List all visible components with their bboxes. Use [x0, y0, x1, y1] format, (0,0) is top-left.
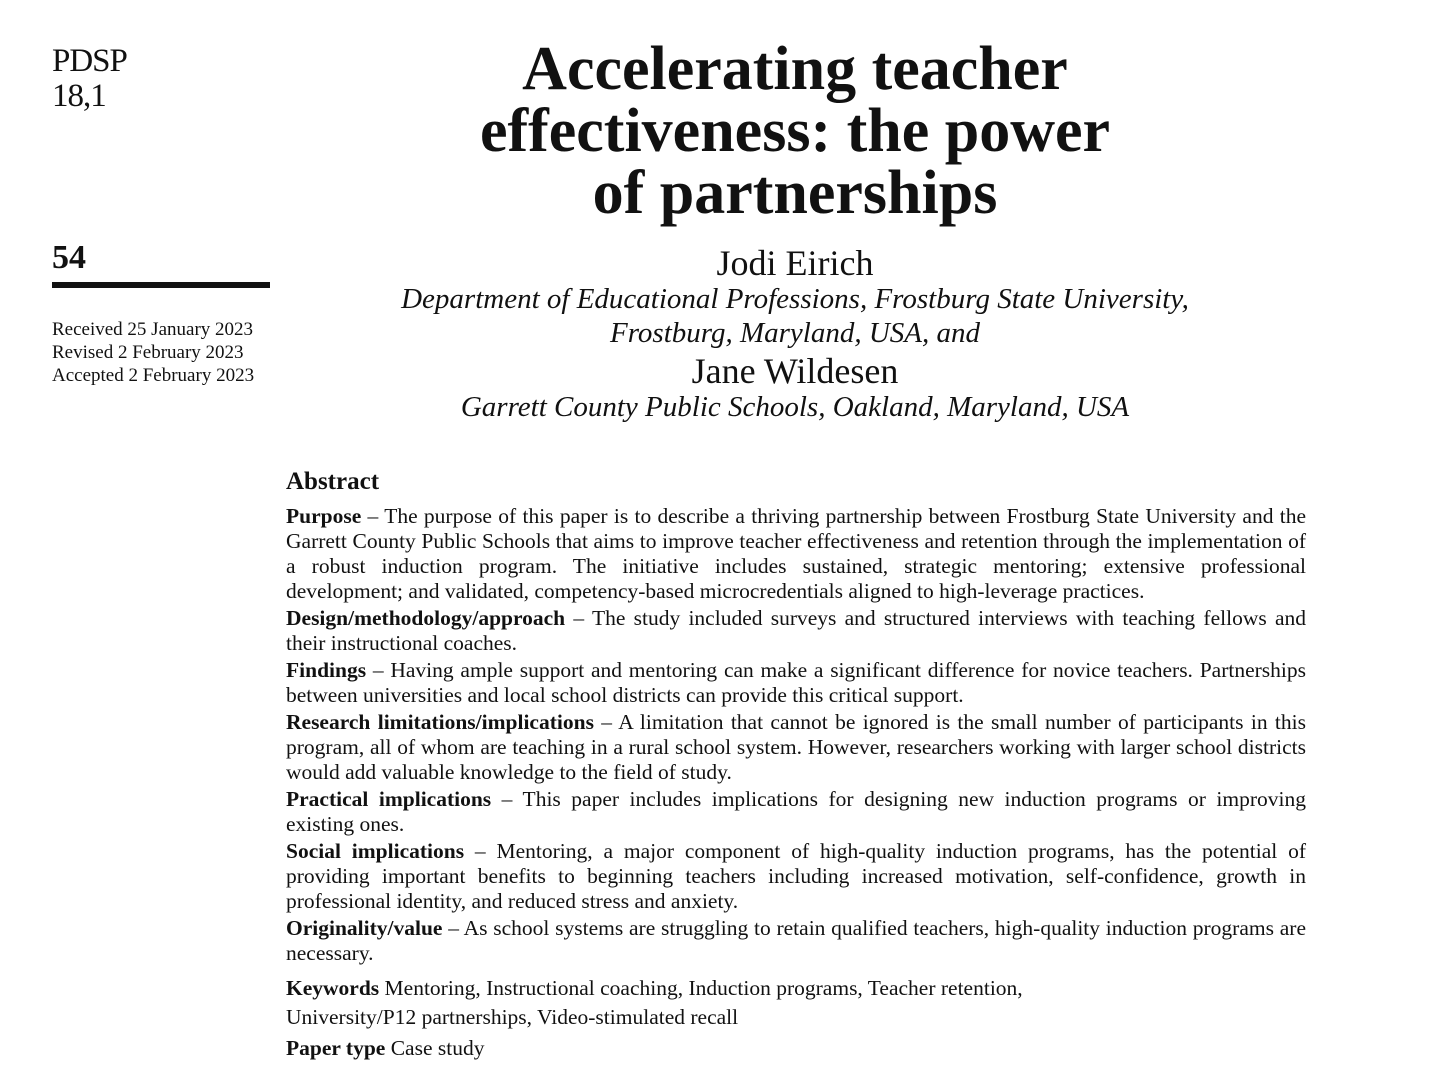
abstract-text: – As school systems are struggling to retain qualified teachers, high-quality induction programs are necessary. — [286, 916, 1306, 965]
affiliation-1-line-2: Frostburg, Maryland, USA, and — [609, 317, 980, 349]
paper-type-label: Paper type — [286, 1036, 386, 1060]
article-title — [380, 35, 1210, 227]
abstract-label: Purpose — [286, 504, 362, 528]
keywords — [286, 974, 1306, 1032]
keywords-line-2: University/P12 partnerships, Video-stimulated recall — [286, 1005, 739, 1029]
paper-type — [286, 1034, 1306, 1063]
received-date: Received 25 January 2023 — [52, 319, 254, 340]
journal-info — [52, 44, 127, 114]
page-number-rule — [52, 282, 270, 288]
author-name-2: Jane Wildesen — [691, 351, 899, 391]
journal-name: PDSP — [52, 43, 127, 79]
abstract-practical — [286, 787, 1306, 837]
title-line-3: of partnerships — [592, 159, 998, 227]
journal-volume-issue: 18,1 — [52, 78, 106, 114]
author-block — [300, 244, 1290, 426]
abstract-text: – Mentoring, a major component of high-quality induction programs, has the potential of providing important benefits to beginning teachers including increased motivation, self-confidence, growth in professional identity, and reduced stress and anxiety. — [286, 839, 1306, 913]
abstract-text: – The purpose of this paper is to describe a thriving partnership between Frostburg State University and the Garrett County Public Schools that aims to improve teacher effectiveness and retention through the implementation of a robust induction program. The initiative includes sustained, strategic mentoring; extensive professional development; and validated, competency-based microcredentials aligned to high-leverage practices. — [286, 504, 1306, 603]
abstract-findings — [286, 658, 1306, 708]
abstract-originality — [286, 916, 1306, 966]
abstract-label: Findings — [286, 658, 367, 682]
abstract-label: Practical implications — [286, 787, 492, 811]
keywords-line-1: Mentoring, Instructional coaching, Induction programs, Teacher retention, — [384, 976, 1023, 1000]
abstract-limitations — [286, 710, 1306, 785]
abstract-purpose — [286, 504, 1306, 604]
author-affiliation-2 — [300, 390, 1290, 424]
title-line-1: Accelerating teacher — [522, 35, 1068, 103]
paper-type-value: Case study — [390, 1036, 485, 1060]
abstract-heading: Abstract — [286, 468, 380, 495]
revised-date: Revised 2 February 2023 — [52, 342, 244, 363]
title-line-2: effectiveness: the power — [479, 97, 1111, 165]
article-dates — [52, 318, 254, 387]
abstract-text: – Having ample support and mentoring can make a significant difference for novice teachers. Partnerships between universities and local school districts can provide this critical support. — [286, 658, 1306, 707]
affiliation-2-line-1: Garrett County Public Schools, Oakland, Maryland, USA — [460, 391, 1130, 423]
affiliation-1-line-1: Department of Educational Professions, Frostburg State University, — [401, 283, 1189, 315]
author-name-1: Jodi Eirich — [716, 243, 874, 283]
abstract-label: Originality/value — [286, 916, 443, 940]
abstract-label: Research limitations/implications — [286, 710, 594, 734]
abstract-section — [286, 466, 1306, 1063]
page-number: 54 — [52, 239, 86, 276]
abstract-social — [286, 839, 1306, 914]
author-affiliation-1 — [300, 282, 1290, 350]
abstract-design — [286, 606, 1306, 656]
abstract-text: – This paper includes implications for designing new induction programs or improving existing ones. — [286, 787, 1307, 836]
abstract-label: Design/methodology/approach — [286, 606, 566, 630]
abstract-text: – A limitation that cannot be ignored is the small number of participants in this program, all of whom are teaching in a rural school system. However, researchers working with larger school districts would add valuable knowledge to the field of study. — [286, 710, 1306, 784]
keywords-label: Keywords — [286, 976, 380, 1000]
abstract-text: – The study included surveys and structured interviews with teaching fellows and their instructional coaches. — [286, 606, 1306, 655]
abstract-label: Social implications — [286, 839, 465, 863]
accepted-date: Accepted 2 February 2023 — [52, 365, 255, 386]
